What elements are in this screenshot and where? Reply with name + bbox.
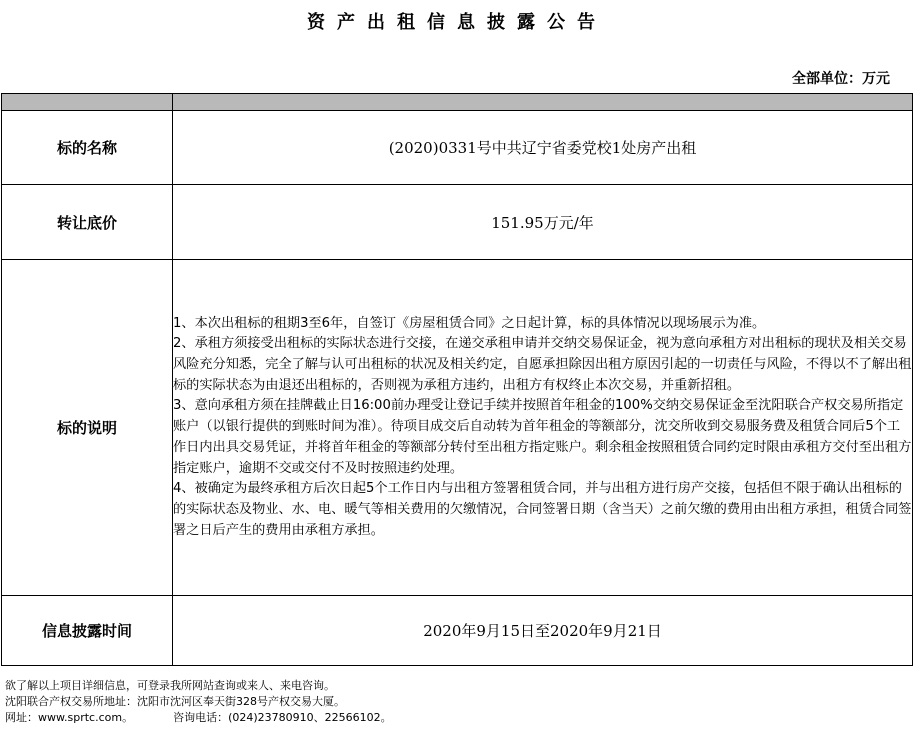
- row-reserve-price: [2, 185, 913, 260]
- subject-name-label: 标的名称: [2, 111, 173, 185]
- description-paragraph: 4、被确定为最终承租方后次日起5个工作日内与出租方签署租赁合同，并与出租方进行房产交接，包括但不限于确认出租标的的实际状态及物业、水、电、暖气等相关费用的欠缴情况，合同签署日期（含当天）之前欠缴的费用由出租方承担，租赁合同签署之日后产生的费用由承租方承担。: [173, 481, 912, 538]
- description-content: [173, 260, 913, 596]
- table-header-row: [2, 94, 913, 111]
- reserve-price-value: 151.95万元/年: [173, 185, 913, 260]
- row-subject-name: [2, 111, 913, 185]
- subject-name-value: (2020)0331号中共辽宁省委党校1处房产出租: [173, 111, 913, 185]
- row-disclosure-period: [2, 596, 913, 666]
- header-cell-value: [173, 94, 913, 111]
- header-cell-label: [2, 94, 173, 111]
- page-title: 资产出租信息披露公告: [307, 12, 607, 33]
- row-description: [2, 260, 913, 596]
- footer-phone: 咨询电话：(024)23780910、22566102。: [173, 711, 392, 724]
- footer-inquiry-note: 欲了解以上项目详细信息，可登录我所网站查询或来人、来电咨询。: [5, 679, 335, 692]
- footer: [5, 678, 392, 726]
- description-label: 标的说明: [2, 260, 173, 596]
- footer-website[interactable]: 网址：www.sprtc.com。: [5, 711, 134, 724]
- footer-contact: [5, 710, 392, 726]
- notice-table: [1, 93, 913, 666]
- footer-address: 沈阳联合产权交易所地址：沈阳市沈河区奉天街328号产权交易大厦。: [5, 695, 345, 708]
- reserve-price-label: 转让底价: [2, 185, 173, 260]
- description-paragraph: 1、本次出租标的租期3至6年，自签订《房屋租赁合同》之日起计算，标的具体情况以现场展示为准。: [173, 315, 766, 331]
- disclosure-period-label: 信息披露时间: [2, 596, 173, 666]
- description-paragraph: 2、承租方须接受出租标的实际状态进行交接，在递交承租申请并交纳交易保证金，视为意向承租方对出租标的现状及相关交易风险充分知悉，完全了解与认可出租标的状况及相关约定，自愿承担除因出租方原因引起的一切责任与风险，不得以不了解出租标的实际状态为由退还出租标的，否则视为承租方违约，出租方有权终止本次交易，并重新招租。: [173, 336, 912, 393]
- unit-note: 全部单位：万元: [792, 71, 890, 87]
- description-paragraph: 3、意向承租方须在挂牌截止日16:00前办理受让登记手续并按照首年租金的100%交纳交易保证金至沈阳联合产权交易所指定账户（以银行提供的到账时间为准）。待项目成交后自动转为首年租金的等额部分，沈交所收到交易服务费及租赁合同后5个工作日内出具交易凭证，并将首年租金的等额部分转付至出租方指定账户。剩余租金按照租赁合同约定时限由承租方交付至出租方指定账户，逾期不交或交付不及时按照违约处理。: [173, 398, 912, 476]
- disclosure-period-value: 2020年9月15日至2020年9月21日: [173, 596, 913, 666]
